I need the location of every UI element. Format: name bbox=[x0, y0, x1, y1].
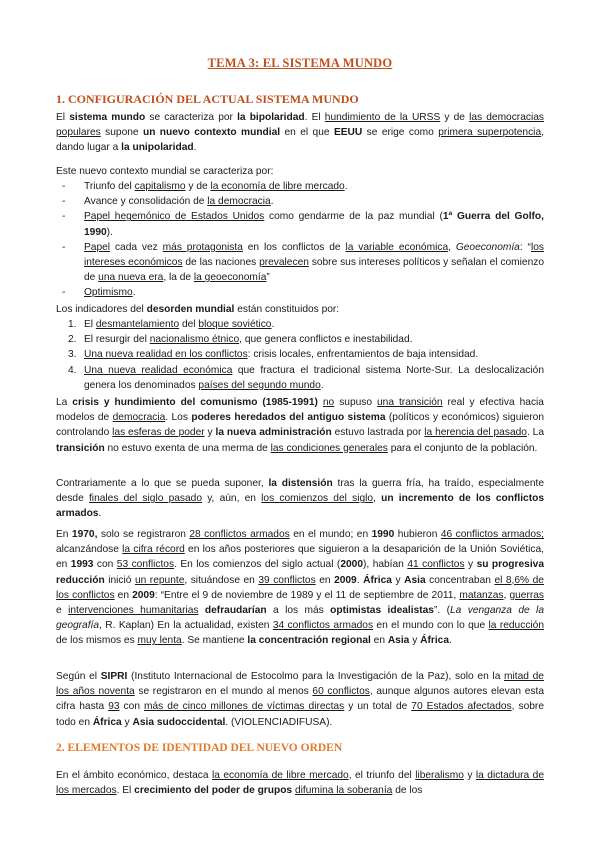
list-item: - Avance y consolidación de la democracia. bbox=[62, 196, 274, 208]
crisis-paragraph: La crisis y hundimiento del comunismo (1985-1991) no supuso una transición real y efectiva hacia modelos de democracia. Los poderes heredados del antiguo sistema (políticos y económicos) siguieron controlando las esferas de poder y la nueva administración estuvo lastrada por la herencia del pasado. La transición no estuvo exenta de una merma de las condiciones generales para el conjunto de la población. bbox=[56, 397, 545, 454]
intro-paragraph: El sistema mundo se caracteriza por la bipolaridad. El hundimiento de la URSS y de las democracias populares supone un nuevo contexto mundial en el que EEUU se erige como primera superpotencia, dando lugar a la unipolaridad. bbox=[56, 112, 544, 154]
list-item: 3. Una nueva realidad en los conflictos: crisis locales, enfrentamientos de baja intensidad. bbox=[68, 349, 479, 361]
list-item: - Papel cada vez más protagonista en los conflictos de la variable económica, Geoeconomía: “los intereses económicos de las naciones prevalecen sobre sus intereses políticos y señalan el comienzo de una nueva era, la de la geoeconomía” bbox=[62, 241, 545, 284]
list-item: - Papel hegemónico de Estados Unidos como gendarme de la paz mundial (1ª Guerra del Golfo, 1990). bbox=[62, 211, 544, 238]
section-2-heading: 2. ELEMENTOS DE IDENTIDAD DEL NUEVO ORDEN bbox=[56, 742, 343, 754]
characteristics-list bbox=[56, 179, 544, 301]
economy-paragraph: En el ámbito económico, destaca la economía de libre mercado, el triunfo del liberalismo y la dictadura de los mercados. El crecimiento del poder de grupos difumina la soberanía de los bbox=[56, 770, 544, 797]
distension-paragraph: Contrariamente a lo que se pueda suponer, la distensión tras la guerra fría, ha traído, especialmente desde finales del siglo pasado y, aún, en los comienzos del siglo, un incremento de los conflictos armados. bbox=[56, 478, 545, 520]
section-1-heading: 1. CONFIGURACIÓN DEL ACTUAL SISTEMA MUNDO bbox=[56, 92, 359, 106]
list-intro: Este nuevo contexto mundial se caracteriza por: bbox=[56, 166, 274, 177]
list-item: 2. El resurgir del nacionalismo étnico, que genera conflictos e inestabilidad. bbox=[68, 334, 413, 346]
list-item: - Triunfo del capitalismo y de la economía de libre mercado. bbox=[62, 181, 348, 192]
page-title: TEMA 3: EL SISTEMA MUNDO bbox=[207, 56, 393, 70]
disorder-list bbox=[56, 317, 544, 393]
list-item: 4. Una nueva realidad económica que fractura el tradicional sistema Norte-Sur. La deslocalización genera los denominados países del segundo mundo. bbox=[68, 364, 544, 391]
sipri-paragraph: Según el SIPRI (Instituto Internacional de Estocolmo para la Investigación de la Paz), solo en la mitad de los años noventa se registraron en el mundo al menos 60 conflictos, aunque algunos autores elevan esta cifra hasta 93 con más de cinco millones de víctimas directas y un total de 70 Estados afectados, sobre todo en África y Asia sudoccidental. (VIOLENCIADIFUSA). bbox=[56, 671, 544, 728]
list-item: - Optimismo. bbox=[62, 287, 136, 299]
list-item: 1. El desmantelamiento del bloque soviético. bbox=[68, 319, 275, 330]
statistics-paragraph: En 1970, solo se registraron 28 conflictos armados en el mundo; en 1990 hubieron 46 conflictos armados; alcanzándose la cifra récord en los años posteriores que siguieron a la desaparición de la Unión Soviética, en 1993 con 53 conflictos. En los comienzos del siglo actual (2000), habían 41 conflictos y su progresiva reducción inició un repunte, situándose en 39 conflictos en 2009. África y Asia concentraban el 8,6% de los conflictos en 2009: “Entre el 9 de noviembre de 1989 y el 11 de septiembre de 2011, matanzas, guerras e intervenciones humanitarias defraudarían a los más optimistas idealistas”. (La venganza de la geografía, R. Kaplan) En la actualidad, existen 34 conflictos armados en el mundo con lo que la reducción de los mismos es muy lenta. Se mantiene la concentración regional en Asia y África. bbox=[56, 529, 545, 647]
disorder-intro: Los indicadores del desorden mundial están constituidos por: bbox=[56, 304, 340, 315]
